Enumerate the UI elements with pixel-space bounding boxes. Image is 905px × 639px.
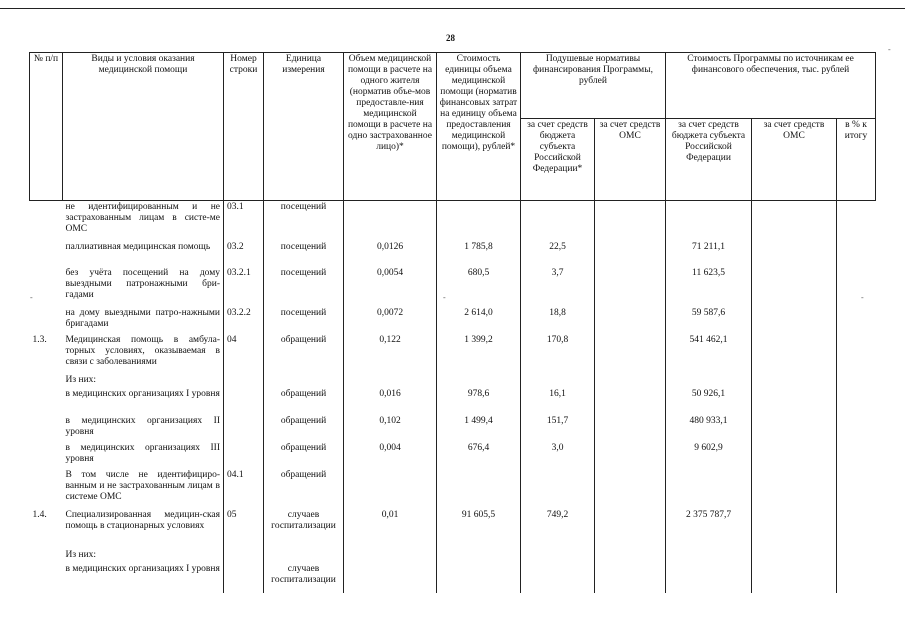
cell-pc-oms <box>595 442 666 469</box>
cell-p-pct <box>837 388 876 415</box>
cell-num <box>30 469 63 509</box>
cell-p-oms <box>752 563 837 593</box>
cell-name: в медицинских организациях I уровня <box>63 563 224 593</box>
cell-row: 03.1 <box>224 201 264 241</box>
cell-num <box>30 563 63 593</box>
cell-name: на дому выездными патро-нажными бригадами <box>63 307 224 334</box>
cell-p-pct <box>837 549 876 563</box>
cell-num <box>30 442 63 469</box>
header-per-capita: Подушевые нормативы финансирования Программы, рублей <box>521 53 666 119</box>
cell-p-pct <box>837 563 876 593</box>
cell-volume <box>344 201 437 241</box>
cell-p-oms <box>752 307 837 334</box>
cell-row: 04 <box>224 334 264 374</box>
cell-row <box>224 549 264 563</box>
cell-unit: случаев госпитализации <box>264 563 344 593</box>
cell-name: Из них: <box>63 374 224 388</box>
cell-unit: обращений <box>264 442 344 469</box>
header-per-capita-oms: за счет средств ОМС <box>595 119 666 201</box>
cell-p-pct <box>837 267 876 307</box>
cell-name: паллиативная медицинская помощь <box>63 241 224 267</box>
cell-p-budget: 71 211,1 <box>666 241 752 267</box>
cell-num <box>30 388 63 415</box>
cell-pc-oms <box>595 388 666 415</box>
cell-row <box>224 442 264 469</box>
cell-unit: посещений <box>264 307 344 334</box>
cell-cost <box>437 549 521 563</box>
cell-pc-oms <box>595 201 666 241</box>
cell-volume: 0,004 <box>344 442 437 469</box>
cell-num <box>30 267 63 307</box>
cell-row <box>224 374 264 388</box>
cell-volume: 0,0054 <box>344 267 437 307</box>
cell-cost: 1 399,2 <box>437 334 521 374</box>
cell-unit <box>264 549 344 563</box>
cell-pc-oms <box>595 415 666 442</box>
cell-cost: 2 614,0 <box>437 307 521 334</box>
cell-pc-budget <box>521 374 595 388</box>
cell-name: В том числе не идентифициро-ванным и не застрахованным лицам в системе ОМС <box>63 469 224 509</box>
cell-num <box>30 241 63 267</box>
cell-unit: обращений <box>264 388 344 415</box>
cell-pc-budget: 749,2 <box>521 509 595 549</box>
cell-pc-oms <box>595 374 666 388</box>
cell-cost: 1 499,4 <box>437 415 521 442</box>
cell-p-oms <box>752 509 837 549</box>
cell-unit: посещений <box>264 241 344 267</box>
cell-row <box>224 415 264 442</box>
cell-p-oms <box>752 469 837 509</box>
cell-num <box>30 415 63 442</box>
cell-p-budget <box>666 469 752 509</box>
cell-cost: 1 785,8 <box>437 241 521 267</box>
header-program-cost: Стоимость Программы по источникам ее финансового обеспечения, тыс. рублей <box>666 53 876 119</box>
cell-name: в медицинских организациях II уровня <box>63 415 224 442</box>
table-row <box>30 442 876 469</box>
cell-volume: 0,016 <box>344 388 437 415</box>
cell-pc-budget: 3,0 <box>521 442 595 469</box>
cell-cost: 978,6 <box>437 388 521 415</box>
table-row <box>30 267 876 307</box>
cell-p-budget <box>666 563 752 593</box>
cell-p-budget <box>666 201 752 241</box>
table-row <box>30 509 876 549</box>
cell-name: Из них: <box>63 549 224 563</box>
header-program-pct: в % к итогу <box>837 119 876 201</box>
page-number: 28 <box>446 33 455 43</box>
cell-num <box>30 549 63 563</box>
cell-p-oms <box>752 374 837 388</box>
cell-row: 03.2.1 <box>224 267 264 307</box>
cell-row: 05 <box>224 509 264 549</box>
cell-volume <box>344 374 437 388</box>
cell-p-budget: 2 375 787,7 <box>666 509 752 549</box>
cell-p-budget <box>666 549 752 563</box>
table-body <box>30 201 876 593</box>
cell-row <box>224 388 264 415</box>
cell-p-oms <box>752 549 837 563</box>
header-program-oms: за счет средств ОМС <box>752 119 837 201</box>
cell-cost <box>437 563 521 593</box>
header-volume: Объем медицинской помощи в расчете на одного жителя (норматив объе-мов предоставле-ния медицинской помощи в расчете на одно застрахованное лицо)* <box>344 53 437 201</box>
cell-num <box>30 374 63 388</box>
cell-p-budget: 480 933,1 <box>666 415 752 442</box>
table-row <box>30 388 876 415</box>
cell-p-budget <box>666 374 752 388</box>
top-rule <box>0 8 905 9</box>
budget-table <box>29 52 876 593</box>
cell-row: 04.1 <box>224 469 264 509</box>
cell-p-pct <box>837 201 876 241</box>
cell-num: 1.3. <box>32 334 47 345</box>
cell-unit: случаев госпитализации <box>264 509 344 549</box>
table-row <box>30 549 876 563</box>
cell-row <box>224 563 264 593</box>
cell-volume: 0,01 <box>344 509 437 549</box>
cell-pc-oms <box>595 334 666 374</box>
header-row-number: Номер строки <box>224 53 264 201</box>
table-row <box>30 334 876 374</box>
cell-pc-budget: 3,7 <box>521 267 595 307</box>
cell-p-pct <box>837 469 876 509</box>
cell-cost <box>437 201 521 241</box>
cell-p-oms <box>752 334 837 374</box>
cell-row: 03.2.2 <box>224 307 264 334</box>
cell-pc-budget <box>521 201 595 241</box>
cell-pc-oms <box>595 549 666 563</box>
cell-p-budget: 50 926,1 <box>666 388 752 415</box>
cell-name: не идентифицированным и не застрахованным лицам в систе-ме ОМС <box>63 201 224 241</box>
cell-p-oms <box>752 241 837 267</box>
cell-p-budget: 541 462,1 <box>666 334 752 374</box>
cell-p-oms <box>752 267 837 307</box>
cell-pc-oms <box>595 241 666 267</box>
cell-p-budget: 11 623,5 <box>666 267 752 307</box>
cell-p-pct <box>837 415 876 442</box>
cell-cost <box>437 374 521 388</box>
table-row <box>30 469 876 509</box>
cell-pc-budget: 151,7 <box>521 415 595 442</box>
cell-name: без учёта посещений на дому выездными патронажными бри-гадами <box>63 267 224 307</box>
cell-num: 1.4. <box>32 509 47 520</box>
cell-p-oms <box>752 415 837 442</box>
scan-mark: - <box>30 293 33 302</box>
cell-p-pct <box>837 307 876 334</box>
cell-row: 03.2 <box>224 241 264 267</box>
cell-unit: обращений <box>264 415 344 442</box>
cell-pc-oms <box>595 307 666 334</box>
header-per-capita-budget: за счет средств бюджета субъекта Российской Федерации* <box>521 119 595 201</box>
table-row <box>30 241 876 267</box>
cell-volume: 0,102 <box>344 415 437 442</box>
cell-pc-oms <box>595 563 666 593</box>
header-unit: Единица измерения <box>264 53 344 201</box>
cell-pc-budget: 22,5 <box>521 241 595 267</box>
cell-unit <box>264 374 344 388</box>
cell-num <box>30 307 63 334</box>
cell-name: Медицинская помощь в амбула-торных условиях, оказываемая в связи с заболеваниями <box>63 334 224 374</box>
cell-p-budget: 9 602,9 <box>666 442 752 469</box>
cell-unit: обращений <box>264 469 344 509</box>
table-row <box>30 374 876 388</box>
scan-mark: - <box>443 293 446 302</box>
cell-p-oms <box>752 442 837 469</box>
cell-pc-oms <box>595 469 666 509</box>
cell-name: Специализированная медицин-ская помощь в стационарных условиях <box>63 509 224 549</box>
cell-pc-budget <box>521 563 595 593</box>
cell-pc-budget: 170,8 <box>521 334 595 374</box>
table-row <box>30 415 876 442</box>
cell-p-pct <box>837 334 876 374</box>
cell-cost <box>437 469 521 509</box>
cell-volume <box>344 549 437 563</box>
cell-pc-oms <box>595 509 666 549</box>
header-num: № п/п <box>30 53 63 201</box>
cell-volume <box>344 469 437 509</box>
cell-p-pct <box>837 509 876 549</box>
table-row <box>30 307 876 334</box>
cell-unit: посещений <box>264 267 344 307</box>
cell-p-pct <box>837 442 876 469</box>
header-type: Виды и условия оказания медицинской помощи <box>63 53 224 201</box>
cell-name: в медицинских организациях III уровня <box>63 442 224 469</box>
cell-name: в медицинских организациях I уровня <box>63 388 224 415</box>
cell-volume <box>344 563 437 593</box>
cell-p-pct <box>837 374 876 388</box>
cell-pc-budget <box>521 469 595 509</box>
cell-volume: 0,0126 <box>344 241 437 267</box>
cell-p-pct <box>837 241 876 267</box>
cell-p-budget: 59 587,6 <box>666 307 752 334</box>
cell-unit: посещений <box>264 201 344 241</box>
cell-num <box>30 201 63 241</box>
header-cost: Стоимость единицы объема медицинской помощи (норматив финансовых затрат на единицу объема предоставления медицинской помощи), рублей* <box>437 53 521 201</box>
header-program-budget: за счет средств бюджета субъекта Российской Федерации <box>666 119 752 201</box>
scan-mark: - <box>861 293 864 302</box>
cell-pc-oms <box>595 267 666 307</box>
cell-p-oms <box>752 388 837 415</box>
cell-cost: 680,5 <box>437 267 521 307</box>
table-row <box>30 563 876 593</box>
cell-pc-budget: 18,8 <box>521 307 595 334</box>
cell-pc-budget <box>521 549 595 563</box>
cell-volume: 0,122 <box>344 334 437 374</box>
cell-unit: обращений <box>264 334 344 374</box>
cell-cost: 91 605,5 <box>437 509 521 549</box>
scan-mark: - <box>888 45 891 54</box>
cell-pc-budget: 16,1 <box>521 388 595 415</box>
table-row <box>30 201 876 241</box>
cell-p-oms <box>752 201 837 241</box>
cell-volume: 0,0072 <box>344 307 437 334</box>
cell-cost: 676,4 <box>437 442 521 469</box>
